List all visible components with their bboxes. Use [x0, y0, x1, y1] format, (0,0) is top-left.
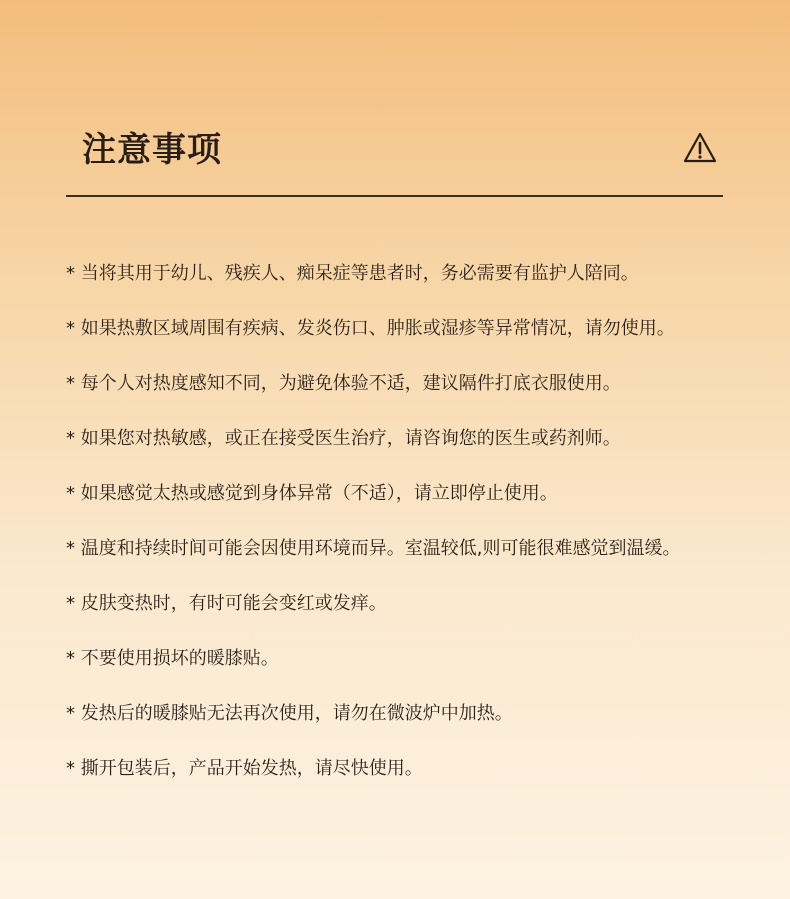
- notes-list: [66, 256, 746, 806]
- note-item: * 不要使用损坏的暖膝贴。: [66, 648, 279, 669]
- note-item: * 撕开包装后，产品开始发热，请尽快使用。: [66, 758, 423, 779]
- note-item: * 当将其用于幼儿、残疾人、痴呆症等患者时，务必需要有监护人陪同。: [66, 263, 639, 284]
- header-divider: [66, 195, 723, 197]
- note-item: * 如果热敷区域周围有疾病、发炎伤口、肿胀或湿疹等异常情况，请勿使用。: [66, 318, 675, 339]
- note-item: * 发热后的暖膝贴无法再次使用，请勿在微波炉中加热。: [66, 703, 513, 724]
- warning-triangle-icon: [683, 132, 717, 164]
- note-item: * 温度和持续时间可能会因使用环境而异。室温较低,则可能很难感觉到温缓。: [66, 538, 681, 559]
- notice-header: [66, 124, 723, 196]
- note-item: * 皮肤变热时，有时可能会变红或发痒。: [66, 593, 387, 614]
- note-item: * 如果您对热敏感，或正在接受医生治疗，请咨询您的医生或药剂师。: [66, 428, 621, 449]
- note-item: * 每个人对热度感知不同，为避免体验不适，建议隔件打底衣服使用。: [66, 373, 621, 394]
- page-title: 注意事项: [82, 130, 222, 170]
- note-item: * 如果感觉太热或感觉到身体异常（不适），请立即停止使用。: [66, 483, 558, 504]
